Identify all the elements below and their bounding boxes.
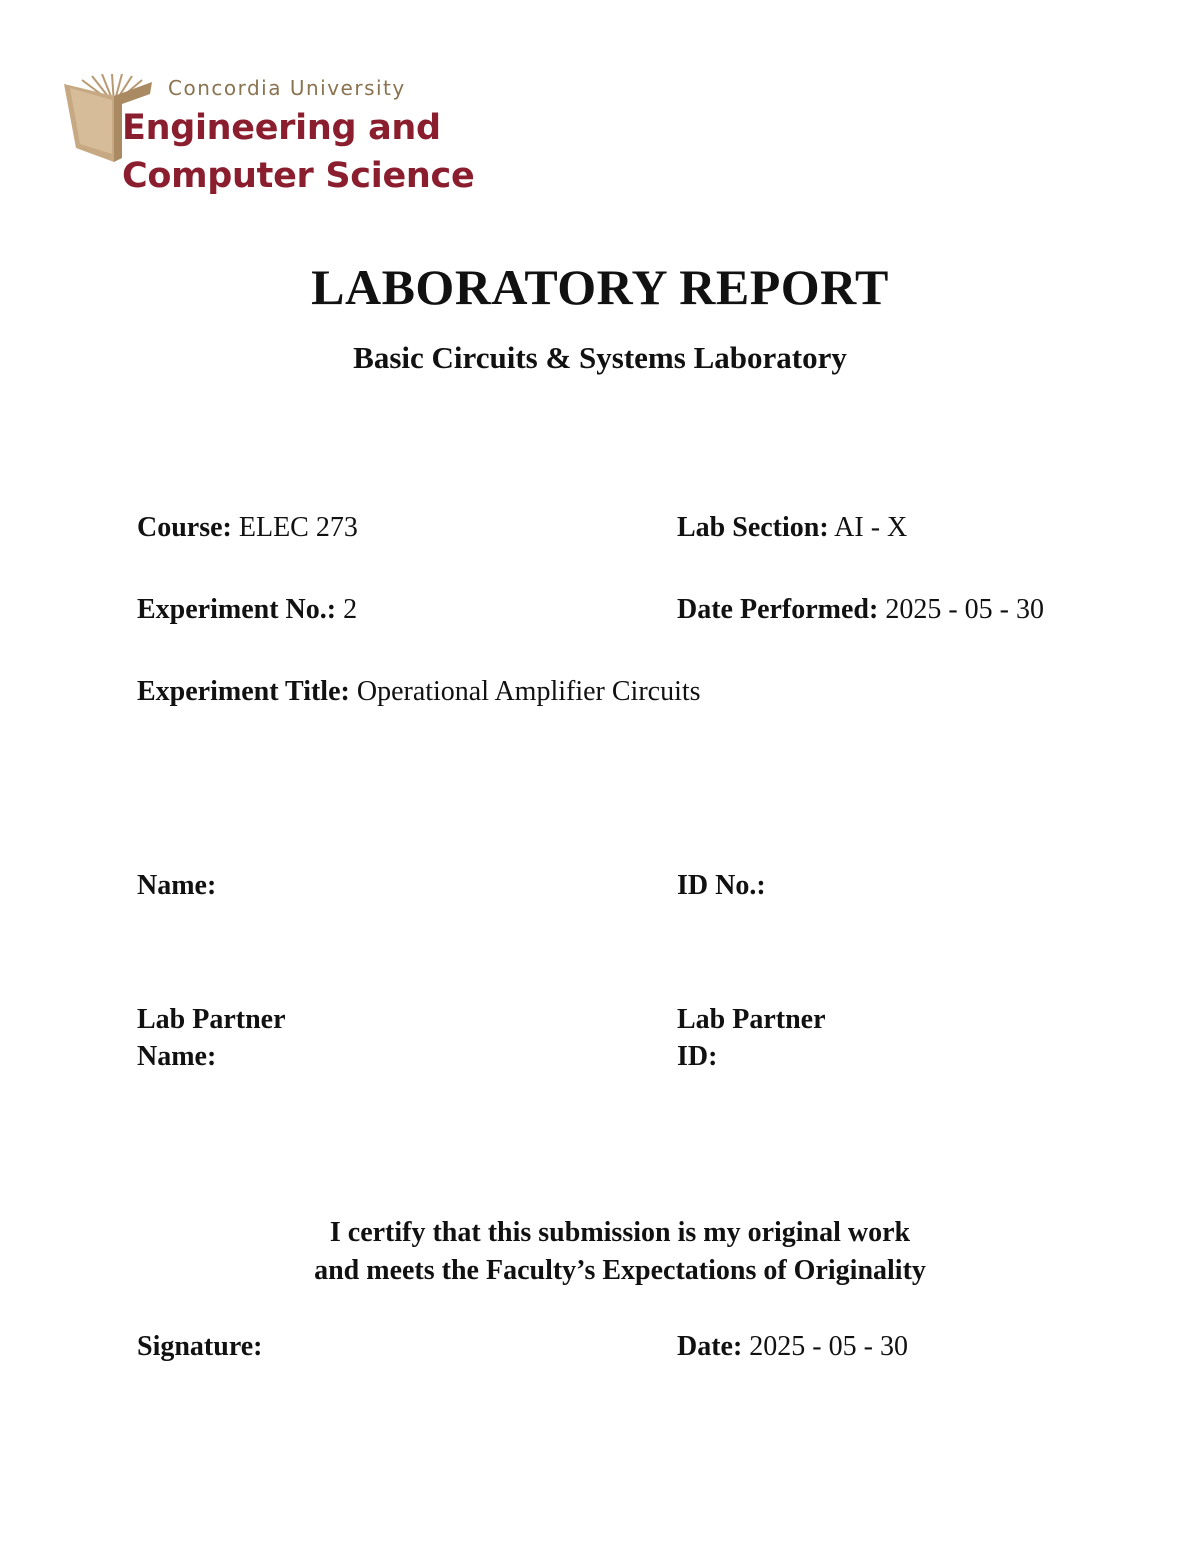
logo-faculty-line-1: Engineering and bbox=[122, 108, 441, 148]
course-field bbox=[137, 510, 358, 546]
experiment-no-label: Experiment No.: bbox=[137, 594, 337, 625]
course-label: Course: bbox=[137, 512, 232, 543]
logo-faculty-line-2: Computer Science bbox=[122, 156, 475, 196]
signature-label: Signature: bbox=[137, 1331, 263, 1362]
report-subtitle: Basic Circuits & Systems Laboratory bbox=[353, 340, 847, 375]
signature-date-label: Date: bbox=[677, 1331, 743, 1362]
certification-line-2: and meets the Faculty’s Expectations of Originality bbox=[314, 1255, 926, 1286]
date-performed-value: 2025 - 05 - 30 bbox=[885, 594, 1044, 625]
experiment-title-value: Operational Amplifier Circuits bbox=[356, 676, 701, 707]
lab-section-label: Lab Section: bbox=[677, 512, 829, 543]
signature-date-value: 2025 - 05 - 30 bbox=[749, 1331, 908, 1362]
originality-certification bbox=[0, 1214, 1200, 1290]
date-performed-label: Date Performed: bbox=[677, 594, 879, 625]
experiment-title-label: Experiment Title: bbox=[137, 676, 350, 707]
logo-university-name: Concordia University bbox=[168, 76, 406, 100]
experiment-no-value: 2 bbox=[343, 594, 358, 625]
partner-id-label-line-2: ID: bbox=[677, 1041, 718, 1072]
signature-date-field bbox=[677, 1329, 908, 1365]
signature-field bbox=[137, 1329, 263, 1365]
experiment-no-field bbox=[137, 592, 357, 628]
name-label: Name: bbox=[137, 870, 217, 901]
id-no-field bbox=[677, 868, 766, 904]
name-field bbox=[137, 868, 216, 904]
partner-id-field bbox=[677, 1001, 826, 1075]
report-title: LABORATORY REPORT bbox=[311, 259, 889, 315]
faculty-logo bbox=[62, 70, 502, 210]
experiment-title-field bbox=[137, 674, 701, 710]
partner-name-label-line-1: Lab Partner bbox=[137, 1004, 286, 1035]
partner-name-field bbox=[137, 1001, 286, 1075]
lab-section-field bbox=[677, 510, 907, 546]
lab-section-value: AI - X bbox=[834, 512, 908, 543]
partner-name-label-line-2: Name: bbox=[137, 1041, 217, 1072]
date-performed-field bbox=[677, 592, 1044, 628]
partner-id-label-line-1: Lab Partner bbox=[677, 1004, 826, 1035]
certification-line-1: I certify that this submission is my original work bbox=[329, 1217, 911, 1248]
course-value: ELEC 273 bbox=[238, 512, 358, 543]
id-no-label: ID No.: bbox=[677, 870, 766, 901]
